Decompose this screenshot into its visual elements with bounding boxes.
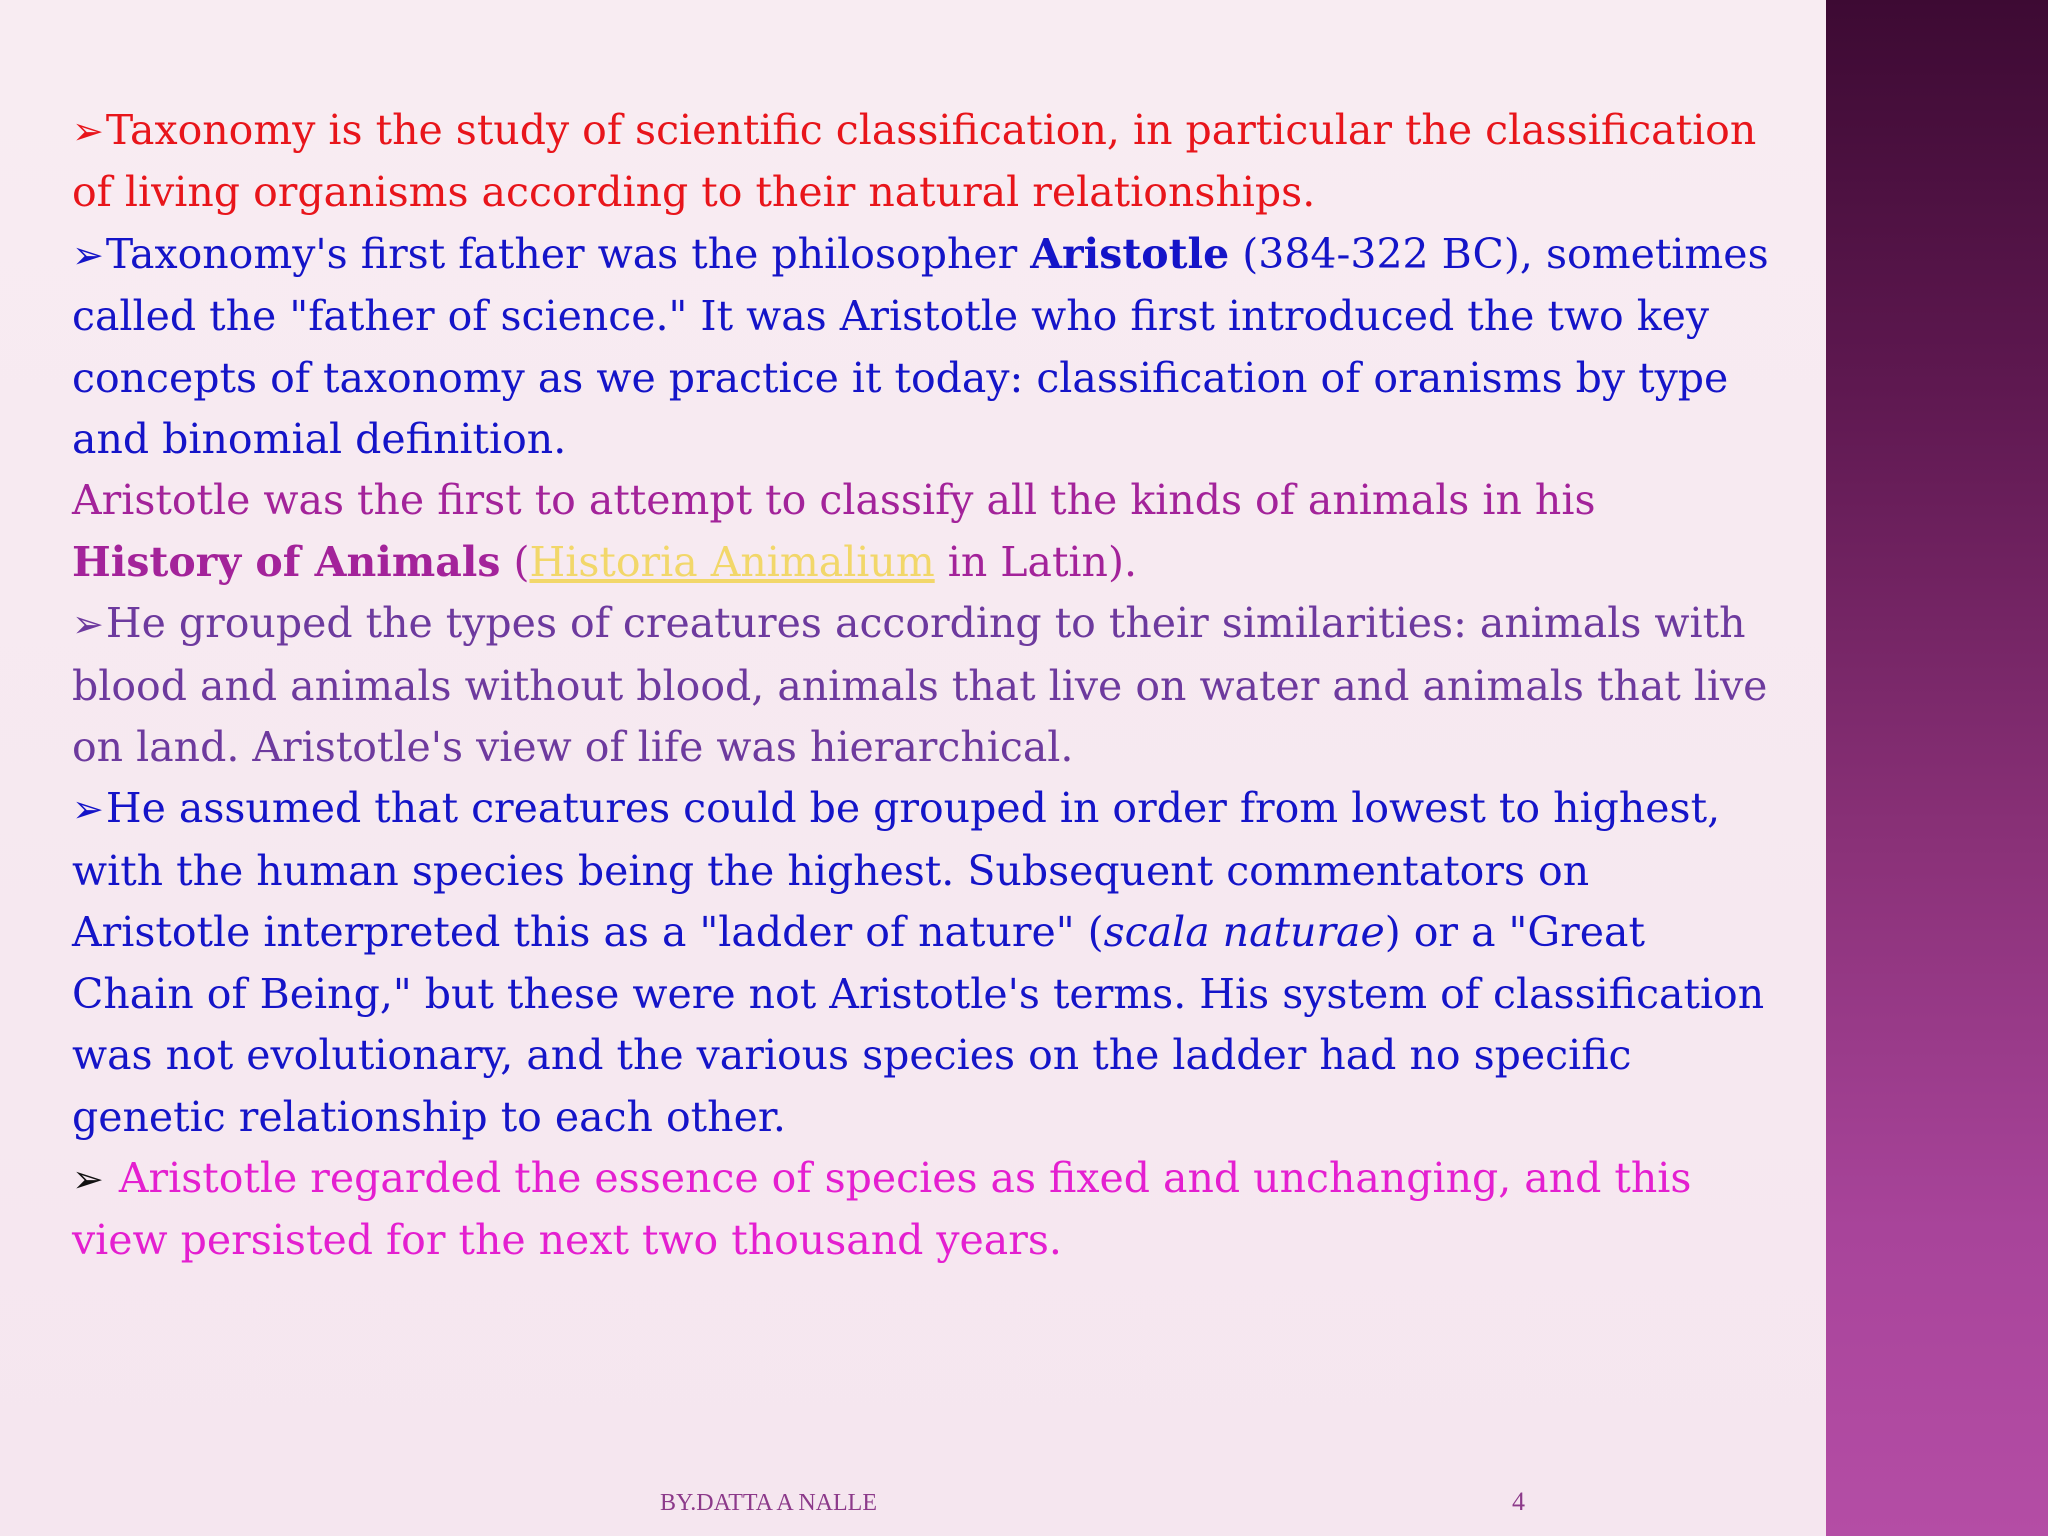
- paragraph-fixed-species: [72, 1148, 1772, 1272]
- paragraph-text: Aristotle regarded the essence of species as fixed and unchanging, and this view persisted for the next two thousand years.: [72, 1153, 1692, 1265]
- paragraph-text: (384-322 BC), sometimes called the "father of science." It was Aristotle who first introduced the two key concepts of taxonomy as we practice it today: classification of oranisms by type and binomial definition.: [72, 229, 1769, 464]
- paragraph-ladder-of-nature: [72, 778, 1772, 1147]
- paragraph-taxonomy-definition: [72, 100, 1772, 224]
- paragraph-text: Taxonomy's first father was the philosopher: [105, 229, 1031, 278]
- arrow-bullet-icon: ➢: [72, 787, 104, 832]
- arrow-bullet-icon: ➢: [72, 232, 104, 277]
- page-number: 4: [1512, 1487, 1525, 1516]
- paragraph-text: Aristotle was the first to attempt to classify all the kinds of animals in his: [72, 476, 1596, 525]
- paragraph-text: (: [500, 537, 530, 586]
- link-historia-animalium[interactable]: Historia Animalium: [529, 537, 935, 586]
- paragraph-text: Taxonomy is the study of scientific classification, in particular the classification of living organisms according to their natural relationships.: [72, 106, 1757, 217]
- bold-history-of-animals: History of Animals: [72, 537, 501, 586]
- slide-body: [72, 100, 1772, 1272]
- bold-aristotle: Aristotle: [1030, 229, 1230, 278]
- paragraph-aristotle-father: [72, 224, 1772, 471]
- decorative-sidebar: [1826, 0, 2048, 1536]
- paragraph-text: ) or a "Great Chain of Being," but these were not Aristotle's terms. His system of classification was not evolutionary, and the various species on the ladder had no specific genetic relationship to each other.: [72, 908, 1765, 1141]
- arrow-bullet-icon: ➢: [72, 602, 104, 647]
- italic-scala-naturae: scala naturae: [1103, 908, 1385, 957]
- arrow-bullet-icon: ➢: [72, 109, 104, 153]
- arrow-bullet-icon: ➢: [72, 1156, 104, 1201]
- paragraph-grouped-types: [72, 593, 1772, 778]
- paragraph-history-of-animals: [72, 470, 1772, 593]
- footer-author: BY.DATTA A NALLE: [660, 1490, 877, 1516]
- paragraph-text: He assumed that creatures could be grouped in order from lowest to highest, with the human species being the highest. Subsequent commentators on Aristotle interpreted this as a "ladder of nature" (: [72, 784, 1721, 957]
- paragraph-text: in Latin).: [934, 537, 1137, 586]
- paragraph-text: He grouped the types of creatures according to their similarities: animals with blood and animals without blood, animals that live on water and animals that live on land. Aristotle's view of life was hierarchical.: [72, 599, 1768, 772]
